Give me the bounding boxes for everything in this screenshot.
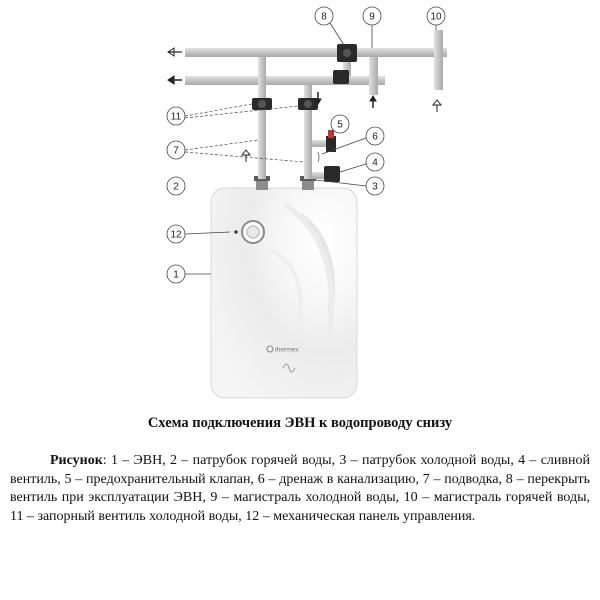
svg-text:9: 9 [369, 11, 375, 23]
svg-text:3: 3 [372, 181, 378, 193]
svg-text:7: 7 [173, 145, 179, 157]
callout-7 [167, 140, 304, 162]
callout-9 [363, 7, 381, 48]
callout-10 [427, 7, 445, 30]
figure-legend [10, 452, 590, 526]
legend-text: : 1 – ЭВН, 2 – патрубок горячей воды, 3 – патрубок холодной воды, 4 – сливной вентиль, 5 – предохранительный клапан, 6 – дренаж в канализацию, 7 – подводка, 8 – перекрыть вентиль при эксплуатации ЭВН, 9 – магистраль холодной воды, 10 – магистраль горячей воды, 11 – запорный вентиль холодной воды, 12 – механическая панель управления. [10, 453, 590, 524]
svg-text:8: 8 [321, 11, 327, 23]
svg-text:11: 11 [170, 111, 182, 123]
svg-text:6: 6 [372, 131, 378, 143]
main-valve [337, 44, 357, 62]
svg-text:10: 10 [430, 11, 442, 23]
callout-5 [331, 115, 349, 134]
callout-1 [167, 265, 211, 283]
drain-valve [324, 166, 340, 182]
safety-valve [326, 130, 336, 152]
callout-4 [340, 153, 384, 172]
callout-2 [167, 177, 185, 195]
callout-8 [315, 7, 344, 45]
svg-text:2: 2 [173, 181, 179, 193]
svg-text:1: 1 [173, 269, 179, 281]
figure-caption: Схема подключения ЭВН к водопроводу снизу [147, 415, 453, 431]
main-valve-lower [333, 70, 349, 84]
brand-logo-text: thermex [275, 346, 299, 354]
svg-text:4: 4 [372, 157, 378, 169]
main-pipes [185, 30, 447, 95]
callout-11 [167, 104, 298, 125]
legend-lead: Рисунок [50, 453, 103, 468]
svg-text:12: 12 [170, 229, 182, 241]
svg-text:5: 5 [337, 119, 343, 131]
shutoff-valve-hot [252, 98, 272, 110]
